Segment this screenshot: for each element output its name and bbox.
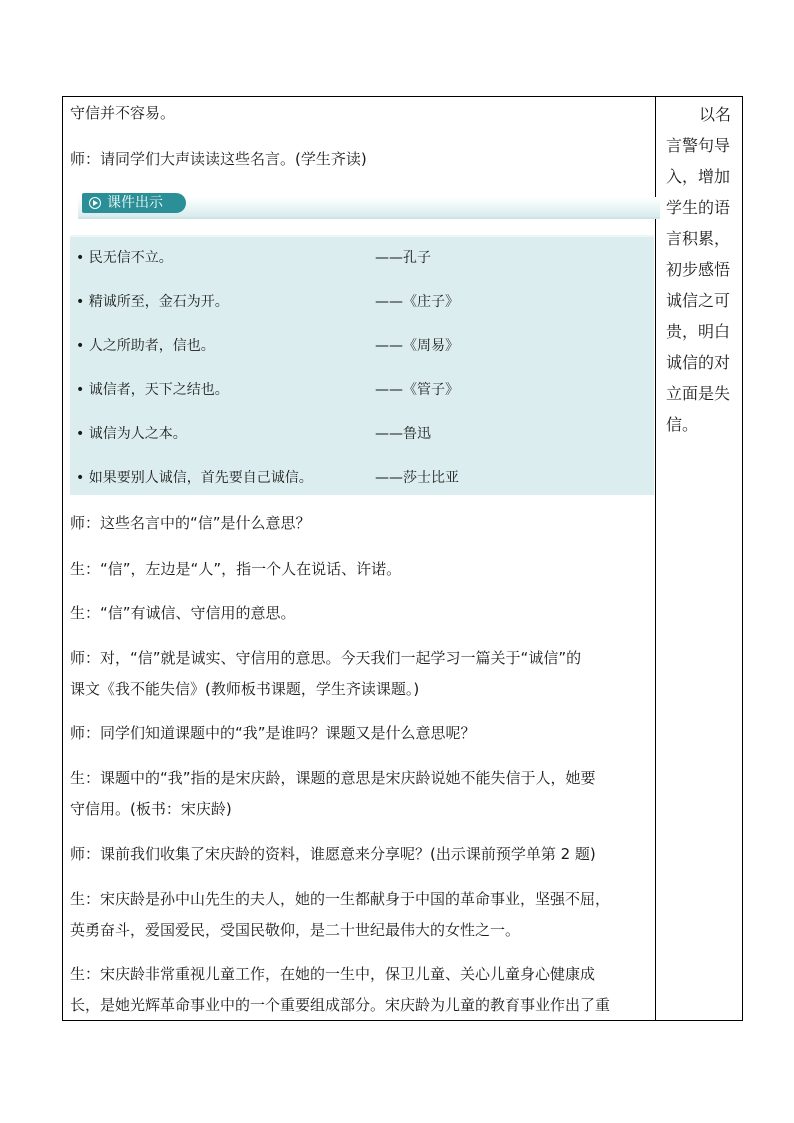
dialogue-line: 生：“信”有诚信、守信用的意思。 bbox=[70, 604, 296, 622]
note-line: 言积累， bbox=[666, 229, 731, 248]
note-line: 信。 bbox=[666, 415, 699, 434]
note-line: 言警句导 bbox=[666, 136, 731, 155]
courseware-banner bbox=[78, 193, 660, 219]
quote-row bbox=[70, 237, 654, 280]
quote-row bbox=[70, 325, 654, 368]
column-divider bbox=[655, 97, 656, 1020]
dialogue-line: 生：课题中的“我”指的是宋庆龄，课题的意思是宋庆龄说她不能失信于人，她要 bbox=[70, 769, 596, 787]
quote-text: • 诚信者，天下之结也。 bbox=[76, 382, 229, 398]
quote-row bbox=[70, 413, 654, 456]
quote-source: ——莎士比亚 bbox=[375, 470, 459, 486]
quote-text: • 民无信不立。 bbox=[76, 250, 173, 266]
quote-row bbox=[70, 457, 654, 500]
dialogue-line: 师：课前我们收集了宋庆龄的资料，谁愿意来分享呢？(出示课前预学单第 2 题) bbox=[70, 845, 596, 863]
note-line: 诚信之可 bbox=[666, 291, 731, 310]
quote-row bbox=[70, 281, 654, 324]
play-icon bbox=[89, 197, 101, 209]
dialogue-line: 师：同学们知道课题中的“我”是谁吗？课题又是什么意思呢？ bbox=[70, 724, 476, 742]
quote-source: ——孔子 bbox=[375, 250, 431, 266]
dialogue-line: 生：宋庆龄是孙中山先生的夫人，她的一生都献身于中国的革命事业，坚强不屈， bbox=[70, 890, 611, 908]
quote-text: • 诚信为人之本。 bbox=[76, 426, 187, 442]
dialogue-line: 课文《我不能失信》(教师板书课题，学生齐读课题。) bbox=[70, 680, 420, 698]
note-line: 诚信的对 bbox=[666, 353, 731, 372]
note-line: 以名 bbox=[699, 105, 732, 124]
note-line: 立面是失 bbox=[666, 384, 731, 403]
dialogue-line: 生：“信”，左边是“人”，指一个人在说话、许诺。 bbox=[70, 560, 402, 578]
paragraph: 守信并不容易。 bbox=[70, 104, 176, 122]
note-line: 学生的语 bbox=[666, 198, 731, 217]
dialogue-line: 师：这些名言中的“信”是什么意思？ bbox=[70, 514, 311, 532]
design-note-column bbox=[666, 99, 736, 440]
note-line: 贵，明白 bbox=[666, 322, 731, 341]
banner-tag bbox=[82, 193, 186, 213]
note-line: 初步感悟 bbox=[666, 260, 731, 279]
quotes-panel bbox=[70, 235, 654, 495]
quote-source: ——《管子》 bbox=[375, 382, 459, 398]
dialogue-line: 师：对，“信”就是诚实、守信用的意思。今天我们一起学习一篇关于“诚信”的 bbox=[70, 649, 582, 667]
quote-source: ——鲁迅 bbox=[375, 426, 431, 442]
dialogue-line: 长，是她光辉革命事业中的一个重要组成部分。宋庆龄为儿童的教育事业作出了重 bbox=[70, 996, 611, 1014]
quote-source: ——《周易》 bbox=[375, 338, 459, 354]
quote-source: ——《庄子》 bbox=[375, 294, 459, 310]
quote-text: • 如果要别人诚信，首先要自己诚信。 bbox=[76, 470, 313, 486]
quote-row bbox=[70, 369, 654, 412]
dialogue-line: 守信用。(板书：宋庆龄) bbox=[70, 800, 232, 818]
quote-text: • 精诚所至，金石为开。 bbox=[76, 294, 229, 310]
paragraph: 师：请同学们大声读读这些名言。(学生齐读) bbox=[70, 150, 367, 168]
note-line: 入，增加 bbox=[666, 167, 731, 186]
dialogue-line: 生：宋庆龄非常重视儿童工作，在她的一生中，保卫儿童、关心儿童身心健康成 bbox=[70, 965, 596, 983]
banner-label: 课件出示 bbox=[107, 195, 163, 211]
dialogue-line: 英勇奋斗，爱国爱民，受国民敬仰，是二十世纪最伟大的女性之一。 bbox=[70, 921, 521, 939]
quote-text: • 人之所助者，信也。 bbox=[76, 338, 215, 354]
lesson-table bbox=[62, 96, 743, 1021]
